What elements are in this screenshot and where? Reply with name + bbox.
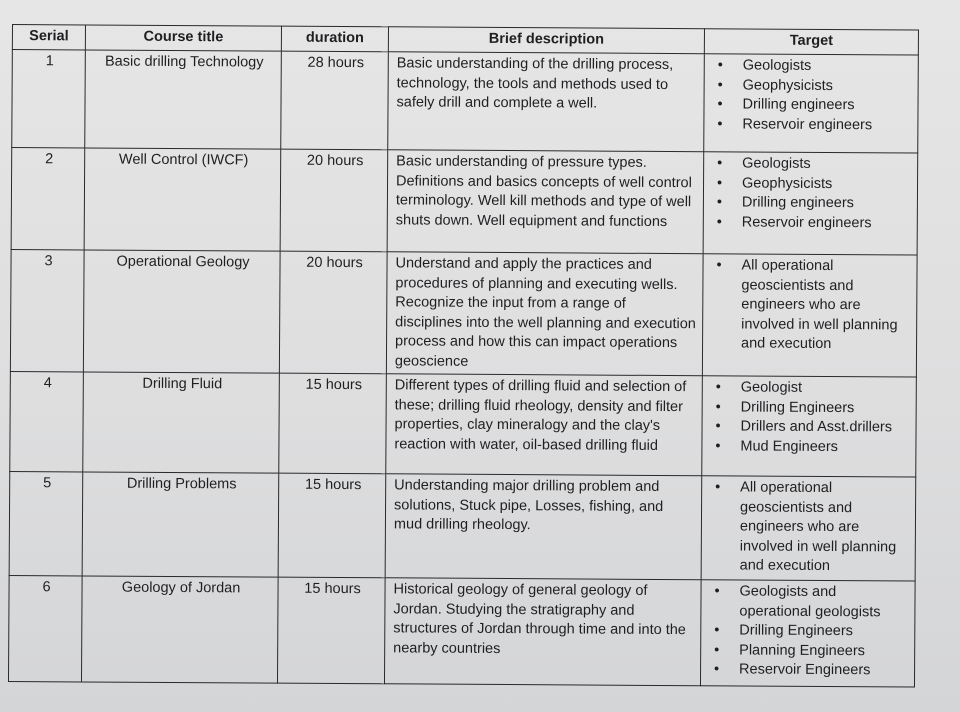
- header-course-title: Course title: [85, 25, 281, 51]
- target-cell: [703, 152, 918, 255]
- header-target: Target: [704, 29, 918, 55]
- target-list: [711, 256, 911, 355]
- target-item: • Reservoir Engineers: [739, 660, 908, 681]
- course-title-cell: Well Control (IWCF): [84, 148, 281, 251]
- target-item: • Drilling Engineers: [739, 621, 908, 642]
- course-title-cell: Drilling Problems: [82, 472, 279, 577]
- target-item: • Drilling engineers: [742, 193, 911, 214]
- target-list: [709, 582, 909, 681]
- table-row: [8, 575, 915, 687]
- description-cell: Basic understanding of the drilling process, technology, the tools and methods used to safely drill and complete a well.: [388, 52, 705, 152]
- serial-cell: 5: [9, 471, 83, 575]
- table-row: [11, 148, 918, 256]
- target-item: • Geologists and operational geologists: [739, 582, 908, 622]
- table-row: [12, 50, 919, 154]
- course-table: [8, 24, 919, 688]
- target-cell: [700, 580, 915, 687]
- duration-cell: 15 hours: [278, 473, 386, 578]
- target-item: • Geophysicists: [743, 76, 912, 97]
- target-list: [710, 378, 909, 457]
- description-cell: Historical geology of general geology of Jordan. Studying the stratigraphy and structures of Jordan through time and into the nearby countries: [384, 578, 701, 686]
- table-row: [10, 371, 917, 477]
- header-serial: Serial: [12, 25, 85, 50]
- description-cell: Understand and apply the practices and procedures of planning and executing wells. Recognize the input from a range of disciplines into the well planning and execution process and how this can impact operations geoscience: [386, 252, 703, 376]
- description-cell: Understanding major drilling problem and solutions, Stuck pipe, Losses, fishing, and mud drilling rheology.: [385, 474, 702, 580]
- target-cell: [702, 254, 917, 377]
- serial-cell: 4: [10, 371, 84, 471]
- serial-cell: 6: [8, 575, 82, 681]
- target-item: • All operational geoscientists and engineers who are involved in well planning and execution: [741, 256, 911, 355]
- header-brief-description: Brief description: [388, 27, 704, 54]
- target-item: • Drilling engineers: [742, 95, 911, 116]
- duration-cell: 20 hours: [280, 149, 388, 252]
- target-item: • Geologists: [742, 154, 911, 175]
- target-cell: [701, 476, 916, 581]
- table-row: [9, 471, 916, 581]
- serial-cell: 1: [12, 50, 86, 148]
- target-item: • Geologist: [741, 378, 910, 399]
- target-cell: [704, 54, 919, 153]
- target-item: • Mud Engineers: [740, 437, 909, 458]
- course-title-cell: Geology of Jordan: [81, 576, 278, 683]
- table-row: [10, 249, 917, 377]
- duration-cell: 15 hours: [279, 373, 387, 474]
- target-list: [712, 56, 911, 135]
- target-item: • Drilling Engineers: [741, 398, 910, 419]
- target-cell: [702, 376, 917, 477]
- target-list: [712, 154, 911, 233]
- target-item: • Drillers and Asst.drillers: [740, 417, 909, 438]
- serial-cell: 3: [10, 249, 84, 371]
- course-title-cell: Basic drilling Technology: [85, 50, 282, 149]
- duration-cell: 28 hours: [281, 51, 389, 150]
- target-item: • Geologists: [743, 56, 912, 77]
- target-item: • Planning Engineers: [739, 641, 908, 662]
- description-cell: Basic understanding of pressure types. Definitions and basics concepts of well control terminology. Well kill methods and type of well shuts down. Well equipment and functions: [387, 150, 704, 254]
- duration-cell: 20 hours: [279, 251, 387, 374]
- target-item: • All operational geoscientists and engineers who are involved in well planning and execution: [740, 478, 910, 577]
- description-cell: Different types of drilling fluid and selection of these; drilling fluid rheology, density and filter properties, clay mineralogy and the clay's reaction with water, oil-based drilling fluid: [386, 374, 703, 476]
- serial-cell: 2: [11, 148, 85, 250]
- target-list: [710, 478, 910, 577]
- duration-cell: 15 hours: [277, 577, 385, 684]
- header-duration: duration: [281, 26, 388, 52]
- target-item: • Reservoir engineers: [742, 213, 911, 234]
- target-item: • Reservoir engineers: [742, 115, 911, 136]
- course-title-cell: Operational Geology: [83, 250, 280, 373]
- target-item: • Geophysicists: [742, 174, 911, 195]
- course-title-cell: Drilling Fluid: [83, 372, 280, 473]
